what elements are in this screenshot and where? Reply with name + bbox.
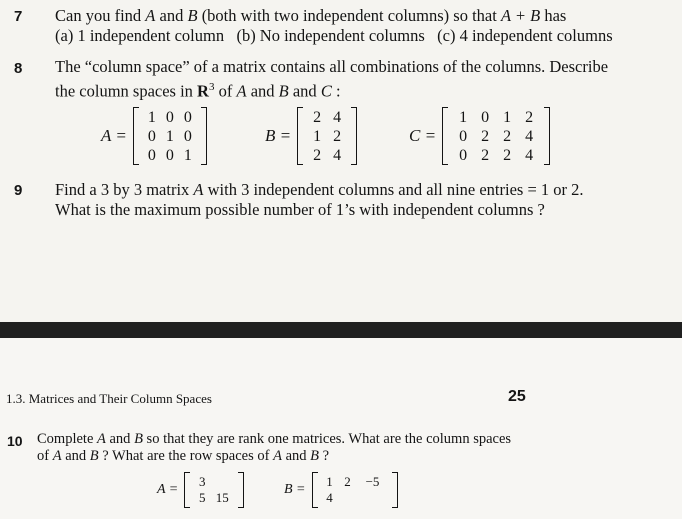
problem-number-10: 10 bbox=[7, 433, 23, 449]
text: so that they are rank one matrices. What are the column spaces bbox=[142, 431, 512, 447]
problem-10-line-1 bbox=[37, 431, 511, 448]
matrix-entry: 0 bbox=[183, 127, 192, 145]
matrix-b-label: B = bbox=[265, 126, 292, 145]
text: and bbox=[281, 448, 311, 464]
matrix-10b bbox=[312, 472, 398, 508]
matrix-entry: 1 bbox=[503, 108, 512, 126]
text: and bbox=[288, 81, 321, 101]
text: the column spaces in bbox=[55, 81, 198, 101]
matrix-entry: 2 bbox=[503, 146, 512, 164]
matrix-entry: 2 bbox=[344, 474, 351, 489]
matrix-entry: 1 bbox=[326, 474, 333, 489]
right-bracket bbox=[544, 107, 550, 165]
matrix-a-group bbox=[101, 107, 207, 165]
matrix-entry: 4 bbox=[333, 146, 342, 164]
page-number: 25 bbox=[508, 388, 526, 405]
text: : bbox=[331, 81, 341, 101]
text: ? What are the row spaces of bbox=[98, 448, 274, 464]
matrix-entry: 4 bbox=[525, 127, 534, 145]
matrix-entry: 1 bbox=[165, 127, 174, 145]
matrix-c-grid bbox=[448, 108, 544, 165]
matrix-entry: 4 bbox=[525, 146, 534, 164]
problem-number-9: 9 bbox=[14, 182, 23, 199]
matrix-c-label: C = bbox=[409, 126, 437, 145]
matrix-entry: 1 bbox=[313, 127, 322, 145]
problem-8-line-1: The “column space” of a matrix contains all combinations of the columns. Describe bbox=[55, 57, 609, 76]
matrix-10b-group bbox=[284, 472, 398, 508]
text: and bbox=[155, 6, 188, 25]
var-a: A bbox=[97, 431, 106, 447]
matrix-entry: 0 bbox=[165, 146, 174, 164]
matrix-a bbox=[133, 107, 207, 165]
problem-9-line-2: What is the maximum possible number of 1’s with independent columns ? bbox=[55, 200, 545, 219]
matrix-entry: 1 bbox=[459, 108, 468, 126]
text: and bbox=[105, 431, 135, 447]
matrix-entry: 2 bbox=[333, 127, 342, 145]
problem-7-line-1 bbox=[55, 6, 566, 26]
matrix-b-grid bbox=[303, 108, 351, 165]
problem-7-line-2: (a) 1 independent column (b) No independent columns (c) 4 independent columns bbox=[55, 26, 613, 45]
problem-10-line-2 bbox=[37, 448, 329, 465]
matrix-10b-label: B = bbox=[284, 482, 306, 497]
matrix-10b-grid bbox=[318, 474, 392, 506]
text: and bbox=[246, 81, 279, 101]
text: of bbox=[37, 448, 53, 464]
matrix-entry bbox=[338, 490, 358, 506]
text: of bbox=[214, 81, 237, 101]
matrix-entry: 0 bbox=[459, 127, 468, 145]
text: (both with two independent columns) so that bbox=[197, 6, 501, 25]
problem-8-line-2 bbox=[55, 77, 341, 102]
text: ? bbox=[319, 448, 330, 464]
matrix-entry: 0 bbox=[165, 108, 174, 126]
text: with 3 independent columns and all nine entries = 1 or 2. bbox=[203, 180, 584, 199]
matrix-entry: 4 bbox=[326, 490, 333, 505]
matrix-entry: 4 bbox=[333, 108, 342, 126]
matrix-entry: 2 bbox=[481, 127, 490, 145]
var-a: A bbox=[193, 180, 204, 199]
right-bracket bbox=[351, 107, 357, 165]
right-bracket bbox=[392, 472, 398, 508]
text: Complete bbox=[37, 431, 98, 447]
var-a: A bbox=[273, 448, 282, 464]
matrix-entry: 15 bbox=[215, 490, 229, 505]
matrix-entry: 2 bbox=[503, 127, 512, 145]
problem-number-8: 8 bbox=[14, 60, 23, 77]
matrix-entry: −5 bbox=[365, 474, 380, 489]
text: Find a 3 by 3 matrix bbox=[55, 180, 194, 199]
var-b: B bbox=[89, 448, 99, 464]
matrix-entry: 0 bbox=[147, 127, 156, 145]
matrix-entry: 2 bbox=[481, 146, 490, 164]
matrix-10a-group bbox=[157, 472, 244, 508]
matrix-entry: 0 bbox=[183, 108, 192, 126]
matrix-b-group bbox=[265, 107, 357, 165]
problem-9-line-1 bbox=[55, 180, 584, 200]
right-bracket bbox=[201, 107, 207, 165]
matrix-c-group bbox=[409, 107, 550, 165]
matrix-entry: 0 bbox=[459, 146, 468, 164]
matrix-10a-grid bbox=[190, 474, 238, 506]
section-number: 1.3. bbox=[6, 391, 26, 406]
matrix-entry: 2 bbox=[313, 146, 322, 164]
superscript: 3 bbox=[208, 81, 215, 93]
var-b: B bbox=[187, 6, 198, 25]
page-divider bbox=[0, 322, 682, 338]
var-a: A bbox=[52, 448, 62, 464]
var-a: A bbox=[236, 81, 247, 101]
matrix-entry: 3 bbox=[199, 474, 206, 489]
matrix-a-grid bbox=[139, 108, 201, 165]
right-bracket bbox=[238, 472, 244, 508]
var-c: C bbox=[320, 81, 332, 101]
matrix-entry: 1 bbox=[183, 146, 192, 164]
text: and bbox=[61, 448, 90, 464]
matrix-entry: 0 bbox=[147, 146, 156, 164]
text: Can you find bbox=[55, 6, 146, 25]
problem-number-7: 7 bbox=[14, 8, 23, 25]
text: has bbox=[540, 6, 567, 25]
matrix-a-label: A = bbox=[101, 126, 127, 145]
var-b: B bbox=[134, 431, 143, 447]
matrix-entry: 1 bbox=[147, 108, 156, 126]
var-b: B bbox=[310, 448, 319, 464]
var-b: B bbox=[278, 81, 289, 101]
var-a: A bbox=[145, 6, 156, 25]
matrix-10a bbox=[184, 472, 244, 508]
matrix-entry: 2 bbox=[525, 108, 534, 126]
matrix-10a-label: A = bbox=[157, 482, 179, 497]
matrix-entry bbox=[358, 490, 388, 506]
matrix-entry: 2 bbox=[313, 108, 322, 126]
expression: A + B bbox=[500, 6, 541, 25]
matrix-c bbox=[442, 107, 550, 165]
matrix-entry: 5 bbox=[199, 490, 206, 505]
section-title: Matrices and Their Column Spaces bbox=[28, 391, 212, 406]
matrix-entry: 0 bbox=[481, 108, 490, 126]
matrix-entry bbox=[210, 474, 234, 490]
running-header bbox=[6, 391, 212, 407]
matrix-b bbox=[297, 107, 357, 165]
var-r: R bbox=[197, 81, 209, 101]
